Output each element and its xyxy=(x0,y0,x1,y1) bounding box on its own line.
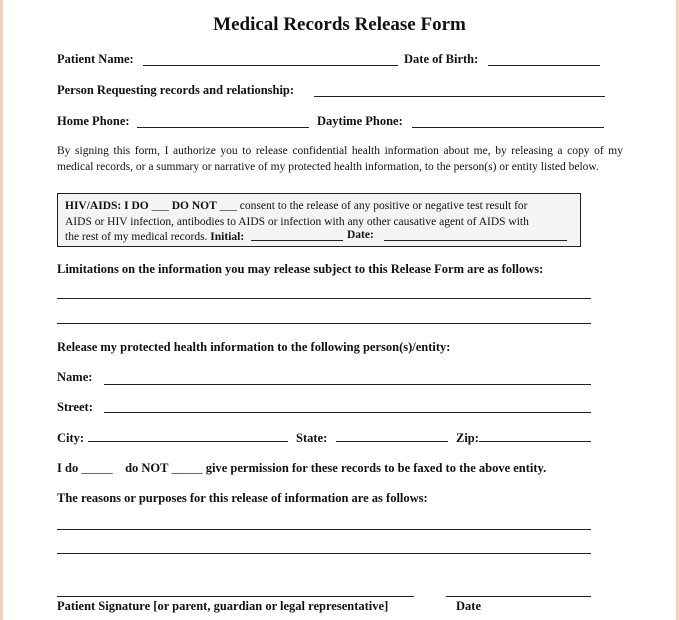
hiv-consent-text-line3: the rest of my medical records. xyxy=(65,231,208,243)
limitations-line-1[interactable] xyxy=(57,298,591,299)
daytime-phone-field[interactable] xyxy=(412,127,604,128)
daytime-phone-label: Daytime Phone: xyxy=(317,114,403,128)
recipient-name-field[interactable] xyxy=(104,384,591,385)
hiv-date-label: Date: xyxy=(347,229,374,241)
fax-do-not-blank[interactable]: _____ xyxy=(171,461,203,475)
hiv-do-not-label: DO NOT xyxy=(171,200,217,212)
recipient-zip-label: Zip: xyxy=(456,431,479,445)
home-phone-label: Home Phone: xyxy=(57,114,130,128)
recipient-state-field[interactable] xyxy=(336,441,448,442)
reasons-line-2[interactable] xyxy=(57,553,591,554)
patient-signature-label: Patient Signature [or parent, guardian or legal representative] xyxy=(57,599,389,613)
person-requesting-field[interactable] xyxy=(314,96,605,97)
date-of-birth-label: Date of Birth: xyxy=(404,52,479,66)
recipient-state-label: State: xyxy=(296,431,328,445)
recipient-city-label: City: xyxy=(57,431,85,445)
patient-name-label: Patient Name: xyxy=(57,52,134,66)
hiv-i-do-label: I DO xyxy=(124,200,149,212)
home-phone-field[interactable] xyxy=(137,127,309,128)
hiv-i-do-blank[interactable]: ___ xyxy=(151,200,169,212)
form-title: Medical Records Release Form xyxy=(213,14,466,35)
limitations-heading: Limitations on the information you may release subject to this Release Form are as follows: xyxy=(57,262,544,276)
fax-permission-text: give permission for these records to be faxed to the above entity. xyxy=(205,461,547,475)
fax-i-do-label: I do xyxy=(57,461,79,475)
hiv-date-field[interactable] xyxy=(384,240,567,241)
reasons-line-1[interactable] xyxy=(57,529,591,530)
fax-permission-row xyxy=(57,461,546,476)
date-of-birth-field[interactable] xyxy=(488,65,600,66)
recipient-city-field[interactable] xyxy=(88,441,288,442)
limitations-line-2[interactable] xyxy=(57,323,591,324)
recipient-street-field[interactable] xyxy=(104,412,591,413)
fax-do-not-label: do NOT xyxy=(125,461,169,475)
person-requesting-label: Person Requesting records and relationship: xyxy=(57,83,295,97)
hiv-initial-label: Initial: xyxy=(210,231,245,243)
page-border-left xyxy=(0,0,3,620)
patient-name-field[interactable] xyxy=(143,65,398,66)
signature-date-field[interactable] xyxy=(446,596,591,597)
hiv-do-not-blank[interactable]: ___ xyxy=(219,200,237,212)
fax-i-do-blank[interactable]: _____ xyxy=(81,461,113,475)
recipient-name-label: Name: xyxy=(57,370,93,384)
authorization-paragraph: By signing this form, I authorize you to release confidential health information about me, by releasing a copy of my medical records, or a summary or narrative of my protected health information, to the person(s) or entity listed below. xyxy=(57,145,623,173)
hiv-consent-text: consent to the release of any positive or negative test result for xyxy=(239,200,528,212)
hiv-aids-label: HIV/AIDS: xyxy=(65,200,122,212)
patient-signature-field[interactable] xyxy=(57,596,414,597)
reasons-heading: The reasons or purposes for this release of information are as follows: xyxy=(57,491,428,505)
hiv-aids-consent-box xyxy=(57,193,581,247)
recipient-zip-field[interactable] xyxy=(479,441,591,442)
release-to-heading: Release my protected health information to the following person(s)/entity: xyxy=(57,340,451,354)
hiv-initial-field[interactable] xyxy=(251,240,343,241)
signature-date-label: Date xyxy=(456,599,481,613)
hiv-consent-text-line2: AIDS or HIV infection, antibodies to AIDS or infection with any other causative agent of AIDS with xyxy=(65,215,529,228)
recipient-street-label: Street: xyxy=(57,400,93,414)
